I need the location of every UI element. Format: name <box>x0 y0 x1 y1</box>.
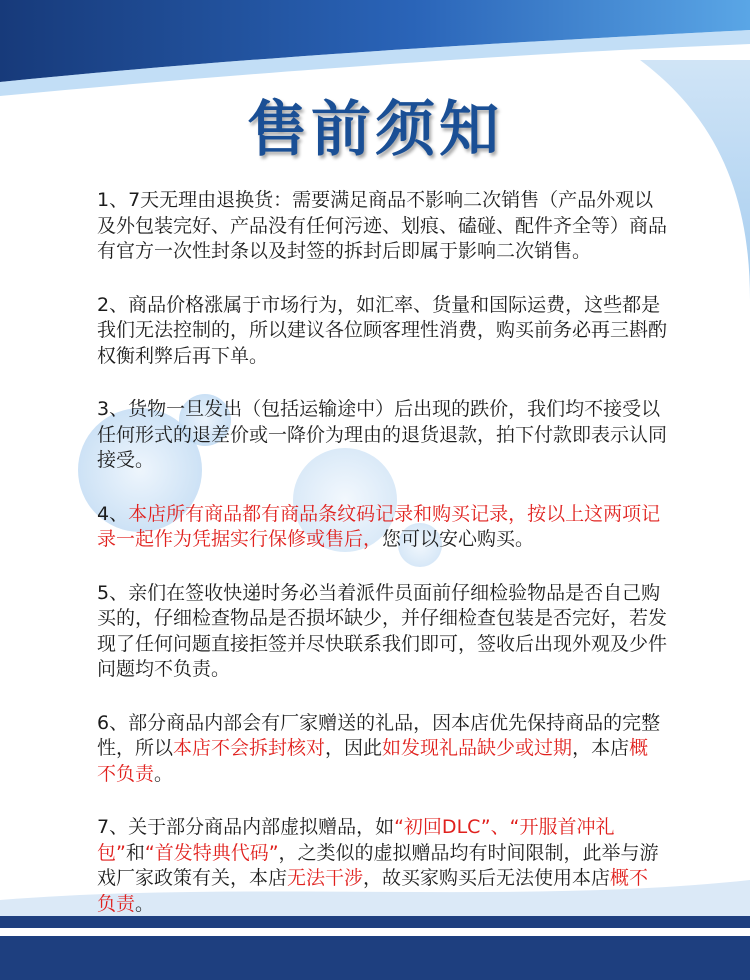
notice-highlight: 概不负责 <box>97 737 649 785</box>
notice-text: ，故买家购买后无法使用本店 <box>363 867 611 889</box>
notice-item-5 <box>97 581 667 683</box>
notice-text: ，因此 <box>325 737 383 759</box>
notice-list <box>97 188 667 945</box>
page-title: 售前须知 <box>247 95 503 165</box>
notice-highlight: “初回DLC”、“开服首冲礼包” <box>97 816 615 864</box>
notice-item-1 <box>97 188 667 265</box>
notice-text: 6、部分商品内部会有厂家赠送的礼品，因本店优先保持商品的完整性，所以 <box>97 711 661 759</box>
notice-item-6 <box>97 711 667 788</box>
notice-highlight: 无法干涉 <box>287 867 364 889</box>
notice-text: ，本店 <box>572 737 630 759</box>
notice-text: 2、商品价格涨属于市场行为，如汇率、货量和国际运费，这些都是我们无法控制的，所以建议各位顾客理性消费，购买前务必再三斟酌权衡利弊后再下单。 <box>97 293 668 367</box>
notice-item-2 <box>97 293 667 370</box>
notice-text: 。 <box>154 762 174 785</box>
notice-text: 1、7天无理由退换货：需要满足商品不影响二次销售（产品外观以及外包装完好、产品没有任何污迹、划痕、磕碰、配件齐全等）商品有官方一次性封条以及封签的拆封后即属于影响二次销售。 <box>97 189 668 262</box>
notice-highlight: 如发现礼品缺少或过期 <box>382 737 573 759</box>
notice-highlight: 本店所有商品都有商品条纹码记录和购买记录，按以上这两项记录一起作为凭据实行保修或售后， <box>97 502 661 550</box>
notice-text: ，之类似的虚拟赠品均有时间限制，此举与游戏厂家政策有关，本店 <box>97 841 659 889</box>
notice-item-7 <box>97 815 667 917</box>
notice-text: 。 <box>135 892 155 915</box>
notice-highlight: “首发特典代码” <box>144 841 279 864</box>
notice-highlight: 概不负责 <box>97 867 649 915</box>
notice-text: 4、 <box>97 502 129 525</box>
notice-highlight: 本店不会拆封核对 <box>173 737 326 759</box>
notice-text: 您可以安心购买。 <box>382 528 535 550</box>
notice-text: 7、关于部分商品内部虚拟赠品，如 <box>97 816 395 838</box>
notice-text: 3、货物一旦发出（包括运输途中）后出现的跌价，我们均不接受以任何形式的退差价或一降价为理由的退货退款，拍下付款即表示认同接受。 <box>97 398 668 471</box>
notice-text: 和 <box>125 841 145 864</box>
notice-item-4 <box>97 502 667 553</box>
notice-text: 5、亲们在签收快递时务必当着派件员面前仔细检验物品是否自己购买的，仔细检查物品是否损坏缺少，并仔细检查包装是否完好，若发现了任何问题直接拒签并尽快联系我们即可，签收后出现外观及少件问题均不负责。 <box>97 581 668 680</box>
notice-item-3 <box>97 397 667 474</box>
